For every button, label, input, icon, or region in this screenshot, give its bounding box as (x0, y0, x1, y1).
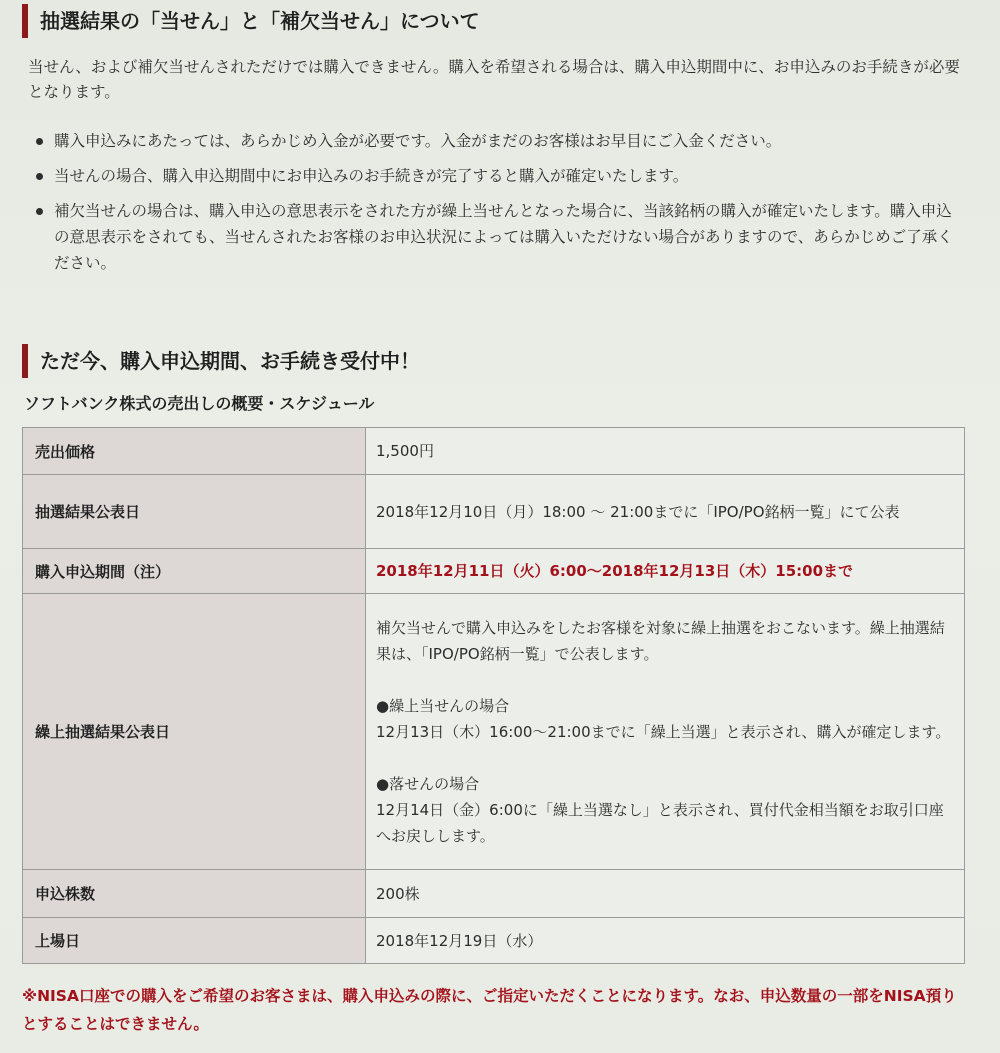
table-row (23, 475, 965, 549)
carryover-case2-title: ●落せんの場合 (376, 774, 480, 793)
schedule-table (22, 427, 965, 964)
section-heading-lottery-results: 抽選結果の「当せん」と「補欠当せん」について (22, 4, 480, 38)
carryover-case1-text: 12月13日（木）16:00～21:00までに「繰上当選」と表示され、購入が確定します。 (376, 722, 951, 741)
row-label-carryover-date: 繰上抽選結果公表日 (23, 594, 366, 870)
carryover-case1-title: ●繰上当せんの場合 (376, 696, 510, 715)
list-item: 当せんの場合、購入申込期間中にお申込みのお手続きが完了すると購入が確定いたします。 (28, 163, 963, 189)
table-row (23, 918, 965, 964)
list-item: 補欠当せんの場合は、購入申込の意思表示をされた方が繰上当せんとなった場合に、当該銘柄の購入が確定いたします。購入申込の意思表示をされても、当せんされたお客様のお申込状況によっては購入いただけない場合がありますので、あらかじめご了承ください。 (28, 198, 963, 276)
row-value-listing-date: 2018年12月19日（水） (366, 918, 965, 964)
row-label-price: 売出価格 (23, 428, 366, 475)
schedule-subtitle: ソフトバンク株式の売出しの概要・スケジュール (24, 394, 375, 413)
notice-list (28, 128, 963, 285)
table-row (23, 594, 965, 870)
carryover-case2-text: 12月14日（金）6:00に「繰上当選なし」と表示され、買付代金相当額をお取引口座へお戻しします。 (376, 800, 944, 845)
row-value-shares: 200株 (366, 870, 965, 918)
row-label-lottery-date: 抽選結果公表日 (23, 475, 366, 549)
table-row (23, 549, 965, 594)
nisa-note: ※NISA口座での購入をご希望のお客さまは、購入申込みの際に、ご指定いただくことになります。なお、申込数量の一部をNISA預りとすることはできません。 (22, 987, 957, 1033)
carryover-intro: 補欠当せんで購入申込みをしたお客様を対象に繰上抽選をおこないます。繰上抽選結果は、「IPO/PO銘柄一覧」で公表します。 (376, 618, 945, 663)
list-item: 購入申込みにあたっては、あらかじめ入金が必要です。入金がまだのお客様はお早目にご入金ください。 (28, 128, 963, 154)
row-value-application-period: 2018年12月11日（火）6:00～2018年12月13日（木）15:00まで (366, 549, 965, 594)
table-row (23, 870, 965, 918)
row-label-application-period: 購入申込期間（注） (23, 549, 366, 594)
section-heading-accepting: ただ今、購入申込期間、お手続き受付中！ (22, 344, 420, 378)
row-value-lottery-date: 2018年12月10日（月）18:00 ～ 21:00までに「IPO/PO銘柄一覧」にて公表 (366, 475, 965, 549)
intro-paragraph: 当せん、および補欠当せんされただけでは購入できません。購入を希望される場合は、購入申込期間中に、お申込みのお手続きが必要となります。 (28, 58, 960, 101)
row-label-shares: 申込株数 (23, 870, 366, 918)
row-label-listing-date: 上場日 (23, 918, 366, 964)
row-value-price: 1,500円 (366, 428, 965, 475)
row-value-carryover-date (366, 594, 965, 870)
table-row (23, 428, 965, 475)
